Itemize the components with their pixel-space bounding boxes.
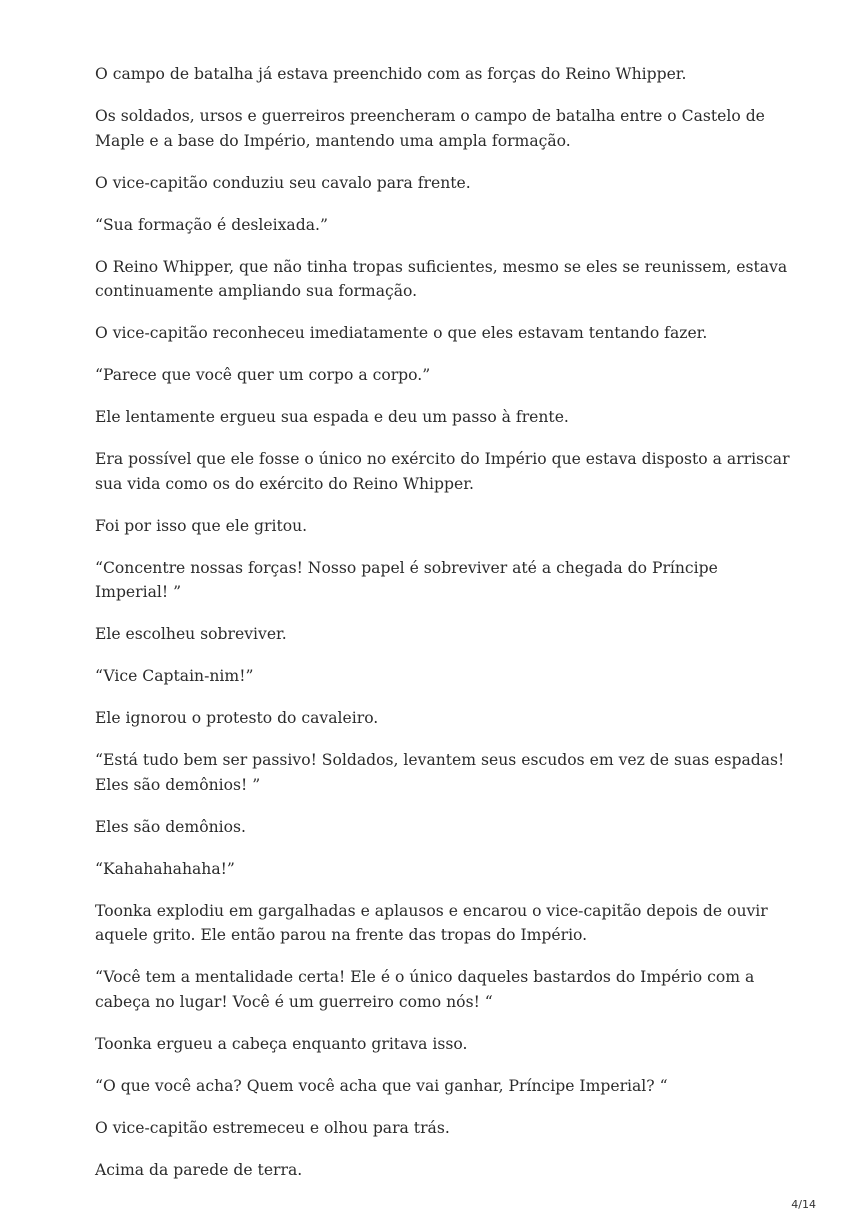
paragraph: “Parece que você quer um corpo a corpo.” xyxy=(95,366,431,384)
paragraph: Ele ignorou o protesto do cavaleiro. xyxy=(95,709,379,727)
paragraph: O Reino Whipper, que não tinha tropas suficientes, mesmo se eles se reunissem, estava continuamente ampliando sua formação. xyxy=(95,257,788,300)
paragraph: Era possível que ele fosse o único no exército do Império que estava disposto a arriscar sua vida como os do exército do Reino Whipper. xyxy=(95,450,790,493)
paragraph: Eles são demônios. xyxy=(95,817,246,836)
paragraph: Ele lentamente ergueu sua espada e deu um passo à frente. xyxy=(95,408,569,426)
paragraph: O vice-capitão estremeceu e olhou para trás. xyxy=(95,1118,450,1137)
paragraph: “O que você acha? Quem você acha que vai ganhar, Príncipe Imperial? “ xyxy=(95,1076,668,1095)
paragraph: Ele escolheu sobreviver. xyxy=(95,625,287,643)
paragraph: Toonka ergueu a cabeça enquanto gritava isso. xyxy=(95,1034,468,1053)
paragraph: “Você tem a mentalidade certa! Ele é o único daqueles bastardos do Império com a cabeça no lugar! Você é um guerreiro como nós! “ xyxy=(95,968,755,1011)
paragraph: Foi por isso que ele gritou. xyxy=(95,516,308,535)
document-body xyxy=(95,62,795,1200)
paragraph: “Vice Captain-nim!” xyxy=(95,667,254,685)
paragraph: Toonka explodiu em gargalhadas e aplausos e encarou o vice-capitão depois de ouvir aquele grito. Ele então parou na frente das tropas do Império. xyxy=(95,901,768,944)
paragraph: “Concentre nossas forças! Nosso papel é sobreviver até a chegada do Príncipe Imperial! ” xyxy=(95,558,718,601)
paragraph: Acima da parede de terra. xyxy=(95,1160,303,1179)
page-number: 4/14 xyxy=(791,1198,816,1211)
paragraph: “Está tudo bem ser passivo! Soldados, levantem seus escudos em vez de suas espadas! Eles são demônios! ” xyxy=(95,751,785,794)
paragraph: O campo de batalha já estava preenchido com as forças do Reino Whipper. xyxy=(95,65,687,83)
paragraph: O vice-capitão conduziu seu cavalo para frente. xyxy=(95,173,471,192)
paragraph: O vice-capitão reconheceu imediatamente o que eles estavam tentando fazer. xyxy=(95,324,708,342)
paragraph: “Sua formação é desleixada.” xyxy=(95,215,328,234)
paragraph: Os soldados, ursos e guerreiros preencheram o campo de batalha entre o Castelo de Maple e a base do Império, mantendo uma ampla formação. xyxy=(95,107,765,150)
paragraph: “Kahahahahaha!” xyxy=(95,859,235,878)
